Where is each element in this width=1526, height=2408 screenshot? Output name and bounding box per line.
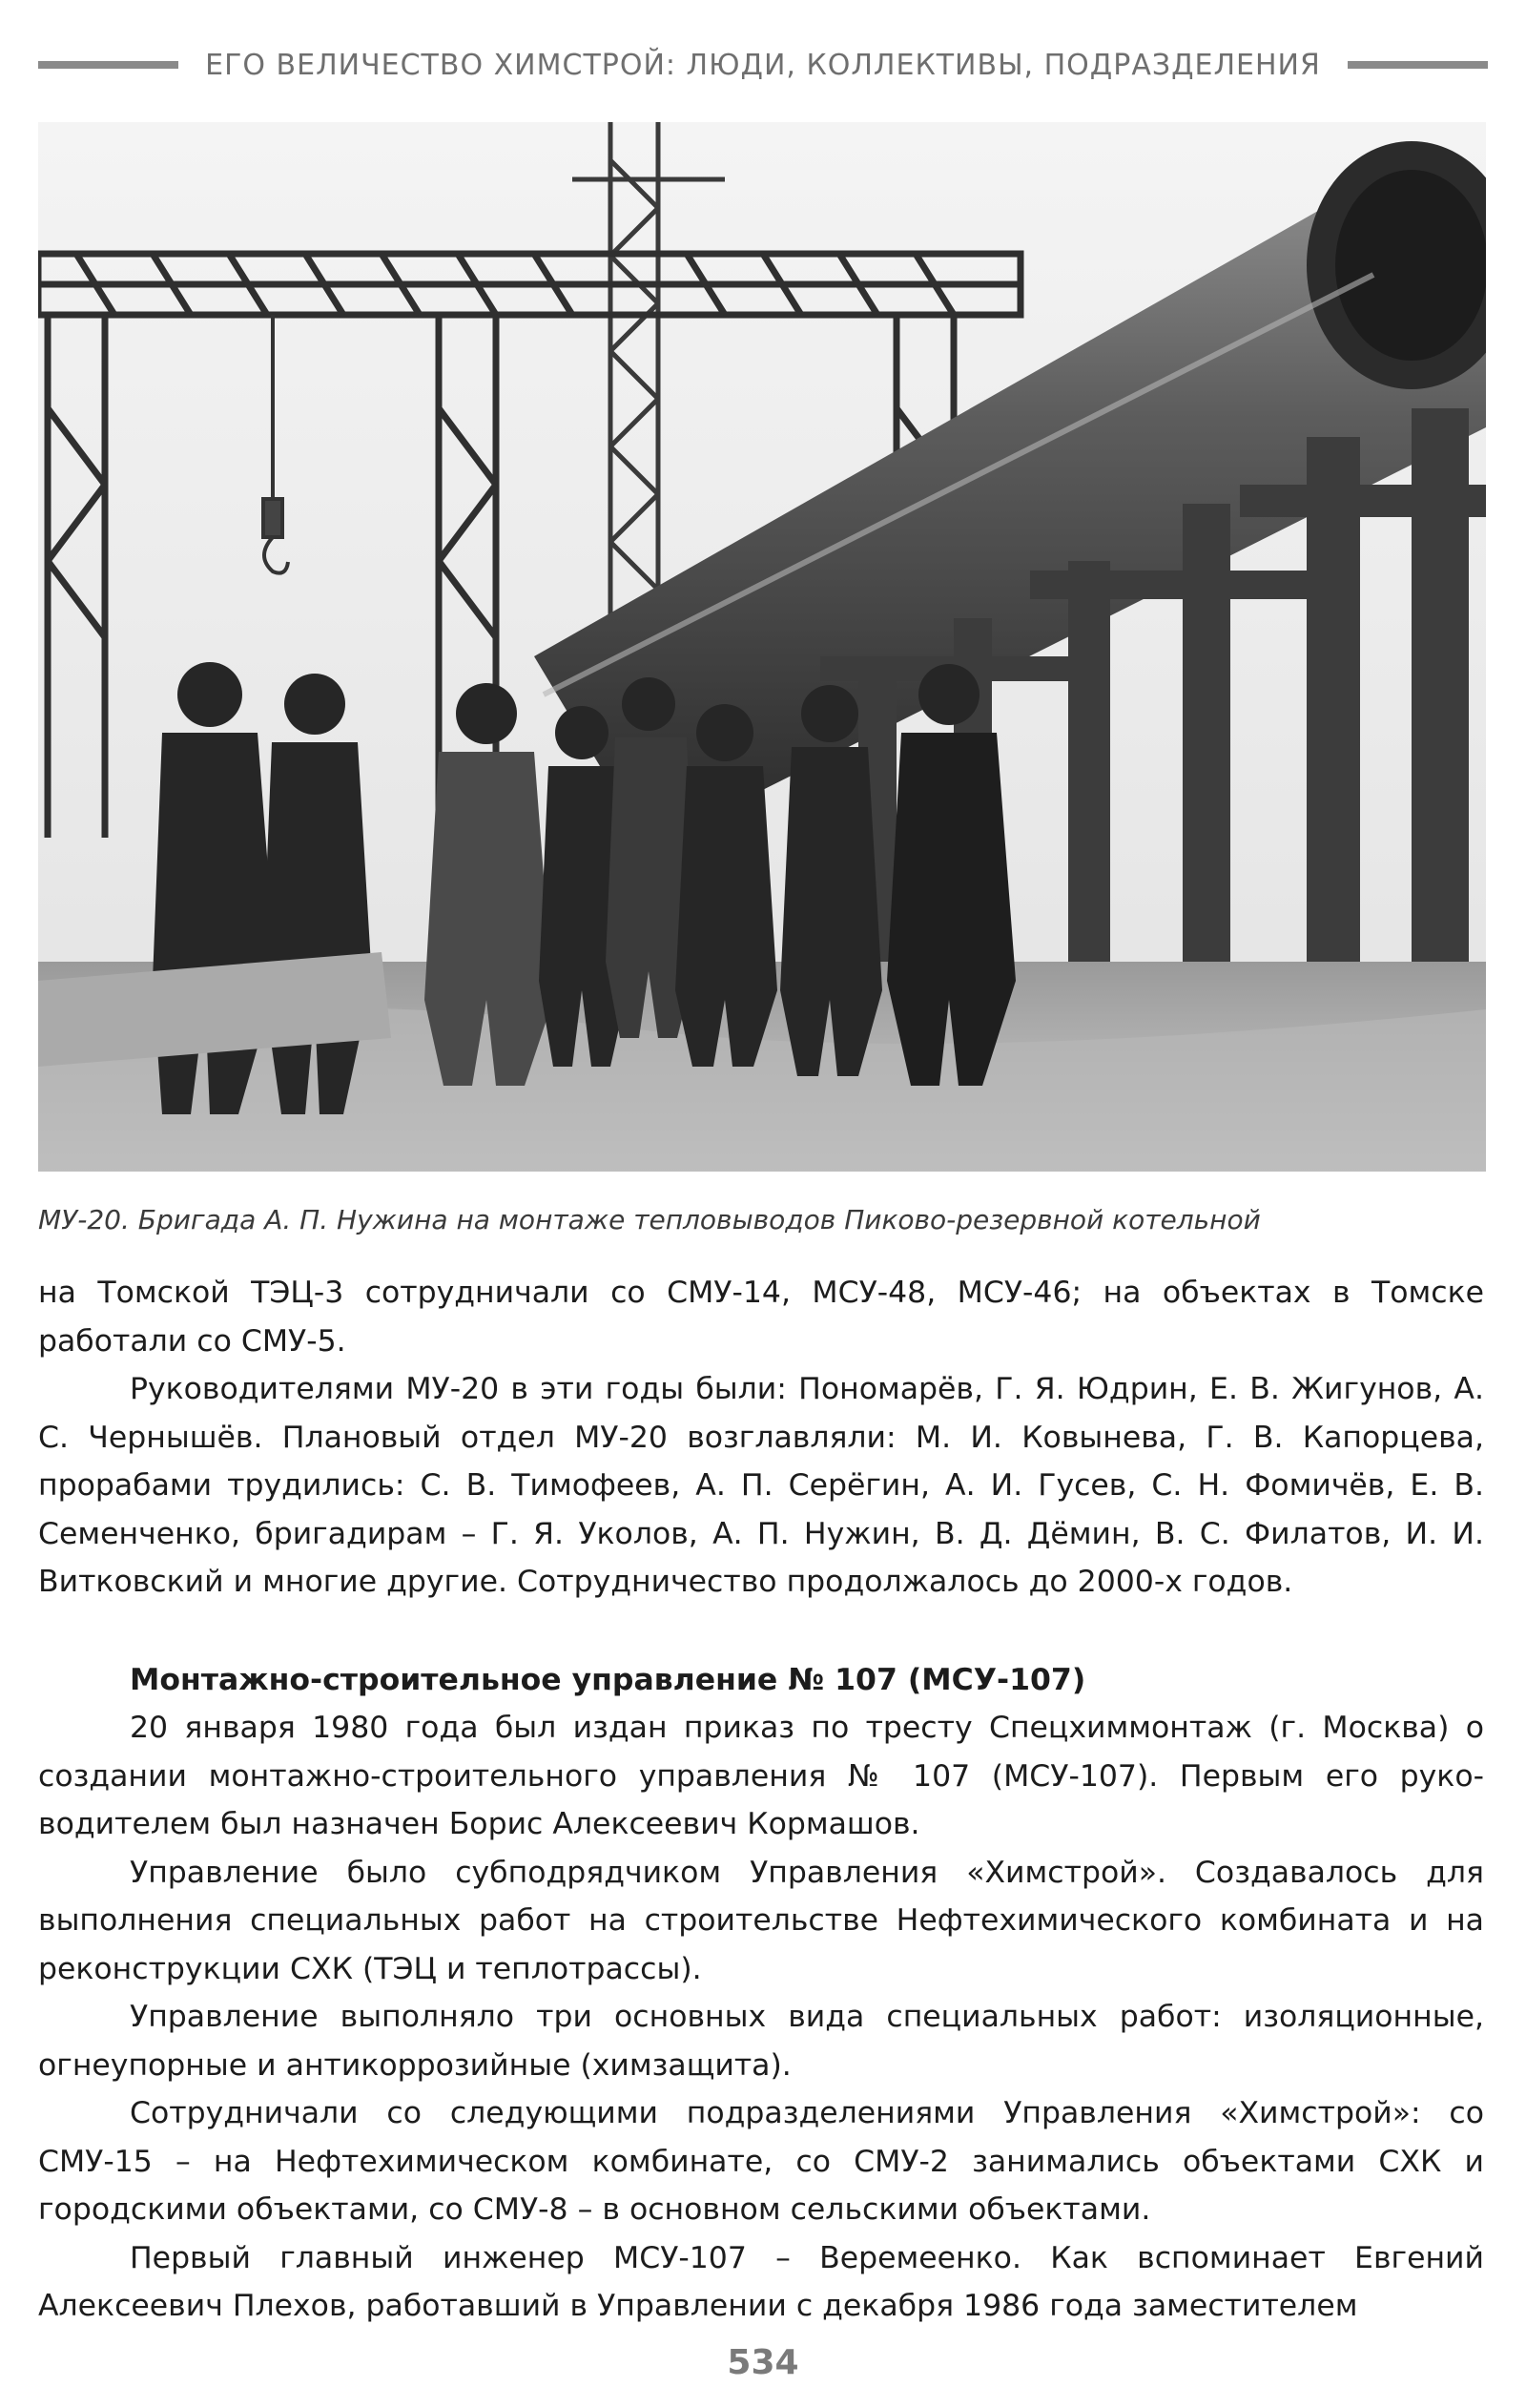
- paragraph-2: Руководителями МУ-20 в эти годы были: Пономарёв, Г. Я. Юдрин, Е. В. Жигунов, А. С. Чернышёв. Плановый отдел МУ-20 возглавляли: М. И. Ковынева, Г. В. Капорцева, прорабами трудились: С. В. Тимофеев, А. П. Серёгин, А. И. Гусев, С. Н. Фомичёв, Е. В. Семенченко, бригадирам – Г. Я. Уколов, А. П. Нужин, В. Д. Дёмин, В. С. Филатов, И. И. Витковский и многие другие. Сотрудничество продолжалось до 2000-х годов.: [38, 1372, 1484, 1599]
- paragraph-3: 20 января 1980 года был издан приказ по тресту Спецхиммонтаж (г. Москва) о создании монтажно-строительного управления № 107 (МСУ-107). Первым его руководителем был назначен Борис Алексеевич Кормашов.: [38, 1711, 1484, 1841]
- body-text: [38, 1269, 1484, 2331]
- paragraph-5: Управление выполняло три основных вида специальных работ: изоляционные, огнеупорные и антикоррозийные (химзащита).: [38, 2000, 1484, 2083]
- header-rule-right: [1348, 61, 1488, 69]
- page-number: 534: [727, 2343, 799, 2382]
- paragraph-7: Первый главный инженер МСУ-107 – Веремеенко. Как вспоминает Евгений Алексеевич Плехов, работавший в Управлении с декабря 1986 года заместителем: [38, 2240, 1484, 2323]
- paragraph-1: на Томской ТЭЦ-3 сотрудничали со СМУ-14, МСУ-48, МСУ-46; на объектах в Томске работали со СМУ-5.: [38, 1276, 1484, 1359]
- section-heading: Монтажно-строительное управление № 107 (МСУ-107): [130, 1662, 1086, 1697]
- header-title: ЕГО ВЕЛИЧЕСТВО ХИМСТРОЙ: ЛЮДИ, КОЛЛЕКТИВЫ, ПОДРАЗДЕЛЕНИЯ: [205, 48, 1321, 82]
- section-gap: [38, 1607, 1484, 1656]
- header-rule-left: [38, 61, 178, 69]
- paragraph-6: Сотрудничали со следующими подразделениями Управления «Химстрой»: со СМУ-15 – на Нефтехимическом комбинате, со СМУ-2 занимались объектами СХК и городскими объектами, со СМУ-8 – в основном сельскими объектами.: [38, 2096, 1484, 2227]
- photo-caption: МУ-20. Бригада А. П. Нужина на монтаже тепловыводов Пиково-резервной котельной: [38, 1204, 1261, 1235]
- paragraph-4: Управление было субподрядчиком Управления «Химстрой». Создавалось для выполнения специальных работ на строительстве Нефтехимического комбината и на реконструкции СХК (ТЭЦ и теплотрассы).: [38, 1855, 1484, 1986]
- running-header: [38, 36, 1488, 93]
- brigade-photo: [38, 122, 1486, 1172]
- photo-illustration: [38, 122, 1486, 1172]
